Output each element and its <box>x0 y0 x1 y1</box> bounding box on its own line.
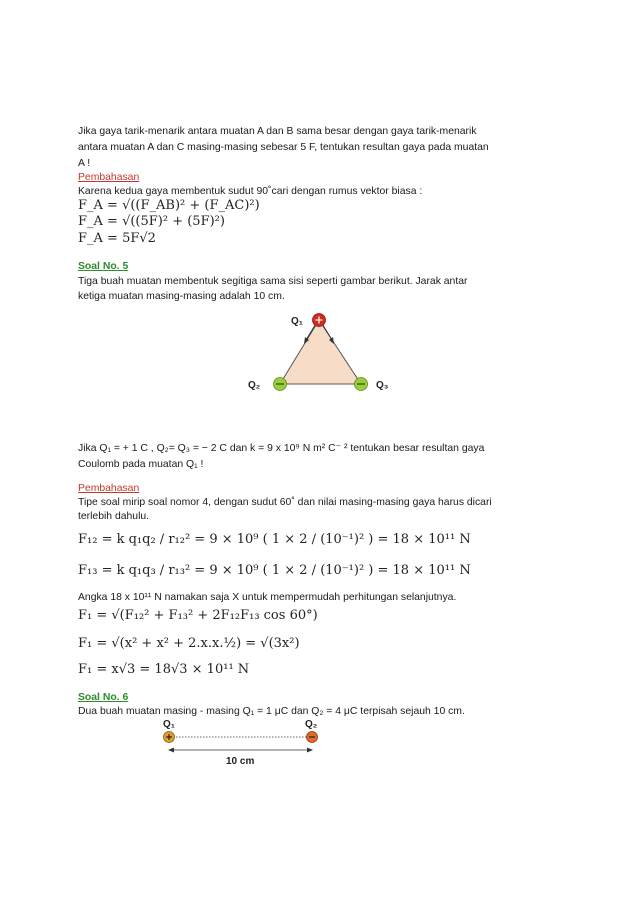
intro-line-1: Jika gaya tarik-menarik antara muatan A dan B sama besar dengan gaya tarik-menarik <box>78 126 477 137</box>
distance-arrowhead-right <box>307 748 313 753</box>
soal-5-question-2: Coulomb pada muatan Q₁ ! <box>78 459 204 470</box>
soal-5-line-2: ketiga muatan masing-masing adalah 10 cm. <box>78 291 285 302</box>
soal-5-line-1: Tiga buah muatan membentuk segitiga sama sisi seperti gambar berikut. Jarak antar <box>78 276 468 287</box>
intro-line-2: antara muatan A dan C masing-masing sebesar 5 F, tentukan resultan gaya pada muatan <box>78 142 489 153</box>
intro-line-3: A ! <box>78 158 91 169</box>
pembahasan-1-text: Karena kedua gaya membentuk sudut 90˚cari dengan rumus vektor biasa : <box>78 186 423 197</box>
distance-arrowhead-left <box>168 748 174 753</box>
triangle-shape <box>280 320 361 384</box>
soal-5-title: Soal No. 5 <box>78 261 129 272</box>
label-q2: Q₂ <box>248 380 261 391</box>
label-q1: Q₁ <box>291 316 303 327</box>
equation-f12: F₁₂ = k q₁q₂ / r₁₂² = 9 × 10⁹ ( 1 × 2 / (10⁻¹)² ) = 18 × 10¹¹ N <box>78 532 471 547</box>
equation-fa-2: F_A = √((5F)² + (5F)²) <box>78 214 225 229</box>
equation-f13: F₁₃ = k q₁q₃ / r₁₃² = 9 × 10⁹ ( 1 × 2 / (10⁻¹)² ) = 18 × 10¹¹ N <box>78 563 471 578</box>
equation-f1-a: F₁ = √(F₁₂² + F₁₃² + 2F₁₂F₁₃ cos 60°) <box>78 608 318 623</box>
equation-f1-c: F₁ = x√3 = 18√3 × 10¹¹ N <box>78 662 250 677</box>
soal-6-text: Dua buah muatan masing - masing Q₁ = 1 μC dan Q₂ = 4 μC terpisah sejauh 10 cm. <box>78 706 465 717</box>
pembahasan-2-line-2: terlebih dahulu. <box>78 511 150 522</box>
pembahasan-2-title: Pembahasan <box>78 483 140 494</box>
soal-6-title: Soal No. 6 <box>78 692 129 703</box>
pembahasan-2-line-1: Tipe soal mirip soal nomor 4, dengan sudut 60˚ dan nilai masing-masing gaya harus dicari <box>78 497 492 508</box>
equation-fa-3: F_A = 5F√2 <box>78 231 156 246</box>
equation-fa-1: F_A = √((F_AB)² + (F_AC)²) <box>78 198 260 213</box>
pembahasan-1-title: Pembahasan <box>78 172 140 183</box>
label-distance: 10 cm <box>226 756 255 767</box>
label-soal6-q2: Q₂ <box>305 719 318 730</box>
label-soal6-q1: Q₁ <box>163 719 175 730</box>
label-q3: Q₃ <box>376 380 389 391</box>
soal-5-question-1: Jika Q₁ = + 1 C , Q₂= Q₃ = − 2 C dan k = 9 x 10⁹ N m² C⁻ ² tentukan besar resultan gaya <box>78 443 485 454</box>
pembahasan-2-note: Angka 18 x 10¹¹ N namakan saja X untuk mempermudah perhitungan selanjutnya. <box>78 592 457 603</box>
equation-f1-b: F₁ = √(x² + x² + 2.x.x.½) = √(3x²) <box>78 636 300 651</box>
